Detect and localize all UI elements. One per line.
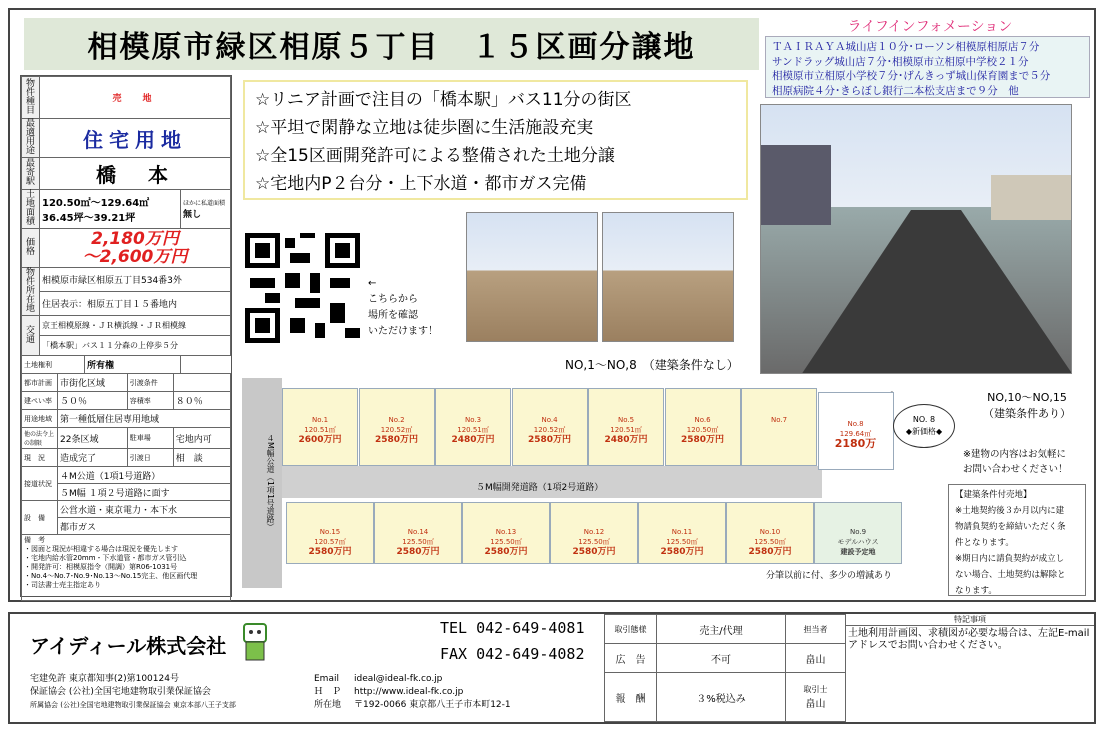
qr-note — [368, 276, 438, 340]
station-label: 最寄駅 — [22, 158, 40, 190]
feature-item: ☆平坦で閑静な立地は徒歩圏に生活施設充実 — [255, 118, 594, 138]
site-photo-1 — [466, 212, 598, 342]
lot-14[interactable] — [374, 502, 462, 564]
road-value: ４M公道（1項1号道路） — [58, 467, 231, 484]
fee-value: ３%税込み — [657, 673, 786, 722]
condition-heading: 【建築条件付売地】 — [955, 490, 1032, 500]
lot-price: 2580万円 — [374, 435, 419, 445]
price-min: 2,180万円 — [91, 229, 179, 249]
equip-value: 公営水道・東京電力・本下水 — [58, 501, 231, 518]
lot-price: 2580万円 — [748, 547, 792, 557]
notes-label: 備 考 — [24, 536, 45, 544]
ad-label: 広 告 — [605, 644, 657, 673]
traffic-lines: 京王相模原線・ＪＲ横浜線・ＪＲ相模線 — [40, 316, 231, 336]
note-line: ・図面と現況が相違する場合は現況を優先します — [24, 545, 178, 553]
lot-area: 120.57㎡ — [314, 538, 346, 546]
lot-price: 2580万円 — [396, 547, 440, 557]
road-value: ５M幅 １項２号道路に面す — [58, 484, 231, 501]
life-line: ＴＡＩＲＡＹＡ城山店１０分･ローソン相模原相原店７分 — [772, 41, 1040, 53]
row-value: 宅地内可 — [173, 428, 230, 449]
row-key: 建ぺい率 — [22, 392, 58, 410]
side-road-label: ４M幅公道（1項1号道路） — [266, 434, 275, 532]
row-value: 第一種低層住居専用地域 — [58, 410, 231, 428]
lot-price: 2580万円 — [527, 435, 572, 445]
lot-area: 120.51㎡ — [304, 426, 336, 434]
area-sqm: 120.50㎡～129.64㎡ — [42, 198, 150, 209]
license: 宅建免許 東京都知事(2)第100124号 — [30, 674, 179, 684]
life-info-heading: ライフインフォメーション — [847, 19, 1013, 35]
feature-item: ☆全15区画開発許可による整備された土地分譲 — [255, 146, 615, 166]
lot-area: 125.50㎡ — [754, 538, 786, 546]
lot-15[interactable] — [286, 502, 374, 564]
lot-area: 125.50㎡ — [578, 538, 610, 546]
station-value: 橋 本 — [40, 158, 231, 190]
note-line: ・No.4～No.7･No.9･No.13～No.15完主、他区画代理 — [24, 572, 198, 580]
lot-area: モデルハウス — [837, 538, 879, 546]
row-value: 相 談 — [173, 449, 230, 467]
addr-lot: 相模原市緑区相原五丁目534番3外 — [40, 268, 231, 292]
plan-note: 分筆以前に付、多少の増減あり — [766, 571, 893, 581]
contact-values — [354, 673, 511, 712]
feature-list — [243, 80, 748, 200]
qr-note-line: こちらから — [368, 294, 418, 305]
lot-area: 125.50㎡ — [402, 538, 434, 546]
no8-label: NO. 8 — [912, 415, 936, 424]
lot-no: No.4 — [541, 416, 558, 424]
life-line: サンドラッグ城山店７分･相模原市立相原中学校２１分 — [772, 55, 1029, 68]
row-key: 土地権利 — [22, 356, 85, 374]
lot-no: No.14 — [407, 528, 429, 536]
condition-line: ない場合、土地契約は解除と — [955, 570, 1066, 580]
lot-price: 2580万円 — [572, 547, 616, 557]
area-label: 土地面積 — [22, 190, 40, 229]
lot-price: 2580万円 — [484, 547, 528, 557]
lot-price: 2180万 — [834, 437, 877, 450]
condition-line: ※土地契約後３か月以内に建 — [955, 506, 1065, 516]
lot-no: No.11 — [671, 528, 693, 536]
site-plan — [236, 374, 896, 596]
email-link[interactable]: ideal@ideal-fk.co.jp — [354, 674, 443, 684]
lot-4[interactable] — [512, 388, 588, 466]
hp-link[interactable]: http://www.ideal-fk.co.jp — [354, 687, 464, 697]
lot-no: No.8 — [847, 420, 864, 428]
type-value: 売 地 — [40, 77, 231, 119]
agent-value: 畠山 — [805, 699, 826, 711]
right-note: ※建物の内容はお気軽に — [963, 449, 1066, 460]
note-line: ・宅地内給水管20mm・下水道管・都市ガス管引込 — [24, 554, 187, 562]
ad-value: 不可 — [657, 644, 786, 673]
note-line: ・開発許可：相模原指令（開調）第R06-1031号 — [24, 563, 178, 571]
row-value: 市街化区域 — [58, 374, 128, 392]
lot-area: 120.50㎡ — [686, 426, 719, 434]
no8-callout — [893, 404, 955, 448]
equip-label: 設 備 — [22, 501, 58, 535]
deal-table — [604, 614, 846, 722]
lot-3[interactable] — [435, 388, 511, 466]
right-h: NO,10～NO,15 — [987, 391, 1067, 404]
lot-7[interactable] — [741, 388, 817, 466]
row-key: 用途地域 — [22, 410, 58, 428]
lot-area: 129.64㎡ — [839, 430, 872, 438]
hp-label: Ｈ Ｐ — [314, 687, 342, 697]
lot-area: 125.50㎡ — [490, 538, 522, 546]
row-value: ８０％ — [173, 392, 230, 410]
staff-value: 畠山 — [786, 644, 846, 673]
condition-box — [948, 484, 1086, 596]
spec-table: 物件種目 売 地 最適用途 住宅用地 最寄駅 橋 本 土地面積 120.50㎡～129.64㎡ 36.45坪～39.21坪 ほかに私道面積 無し 価 格 2,180万円 ～2,600万円 物件所在地 相模原市緑区相原五丁目534番3外 住居表示：相原五丁目１５番地内 交通 京王相模原線・ＪＲ横浜線・ＪＲ相模線 「橋本駅」バス１１分森の上停歩５分 土地権利 所有権 都市計画 市街化区域 引渡条件 建ぺい率 ５０％ 容積率 ８０％ 用途地域 第一種低層住居専用地域 他の法令上の制限 22条区域 駐車場 宅地内可 現 況 造成完了 引渡日 相 談 接道状況 ４M公道（1項1号道路） ５M幅 １項２号道路に面す 設 備 公営水道・東京電力・本下水 都市ガス 備 考 ・図面と現況が相違する場合は現況を優先します ・宅地内給水管20mm・下水道管・都市ガス管引込 ・開発許可：相模原指令（開調）第R06-1031号 ・No.4～No.7･No.9･No.13～No.15完主、他区画代理 ・司法書士売主指定あり — [20, 75, 232, 597]
company-name: アイディール株式会社 — [30, 634, 227, 658]
right-header — [962, 390, 1092, 422]
row-key: 現 況 — [22, 449, 58, 467]
lot-6[interactable] — [665, 388, 741, 466]
row-key: 容積率 — [127, 392, 173, 410]
qr-code-icon — [245, 232, 360, 344]
feature-item: ☆リニア計画で注目の「橋本駅」バス11分の街区 — [255, 90, 632, 110]
lot-11[interactable] — [638, 502, 726, 564]
no8-new-price: ◆新価格◆ — [905, 427, 943, 436]
lot-12[interactable] — [550, 502, 638, 564]
lot-area: 120.51㎡ — [457, 426, 489, 434]
row-value: ５０％ — [58, 392, 128, 410]
traffic-label: 交通 — [22, 316, 40, 356]
lot-no: No.5 — [617, 416, 635, 424]
row-key: 引渡条件 — [127, 374, 173, 392]
life-line: 相模原市立相原小学校７分･げんきっず城山保育園まで５分 — [772, 70, 1051, 82]
special-label: 特記事項 — [846, 614, 1094, 626]
lot-8[interactable] — [818, 392, 894, 470]
lot-no: No.1 — [311, 416, 329, 424]
loc-label: 所在地 — [314, 700, 342, 710]
qr-note-line: いただけます！ — [368, 326, 438, 337]
row-value: 所有権 — [84, 356, 180, 374]
lot-no: No.12 — [583, 528, 605, 536]
staff-label: 担当者 — [786, 615, 846, 644]
tel[interactable]: TEL 042-649-4081 — [440, 619, 585, 637]
qr-note-line: 場所を確認 — [368, 310, 418, 321]
special-text: 土地利用計画図、求積図が必要な場合は、左記E-mailアドレスでお問い合わせください。 — [848, 628, 1090, 651]
contact-labels — [314, 673, 341, 712]
row-key: 駐車場 — [127, 428, 173, 449]
deal-type-label: 取引態様 — [605, 615, 657, 644]
lot-price: 建設予定地 — [840, 548, 876, 556]
lot-price: 2600万円 — [298, 435, 342, 445]
row-value — [173, 374, 230, 392]
addr-label: 物件所在地 — [22, 268, 40, 316]
row-value: 22条区域 — [58, 428, 128, 449]
condition-line: 物請負契約を締結いただく条 — [955, 522, 1066, 532]
lot-no: No.13 — [495, 528, 517, 536]
lot-no: No.6 — [694, 416, 711, 424]
assoc: 保証協会 (公社)全国宅地建物取引業保証協会 — [30, 687, 211, 697]
condition-line: ※期日内に請負契約が成立し — [955, 554, 1065, 564]
right-note: お問い合わせください！ — [963, 464, 1068, 475]
page-title: 相模原市緑区相原５丁目 １５区画分譲地 — [24, 18, 759, 70]
lot-price: 2580万円 — [680, 435, 725, 445]
street-photo — [760, 104, 1072, 374]
lot-10[interactable] — [726, 502, 814, 564]
lot-no: No.7 — [770, 416, 788, 424]
row-value: 造成完了 — [58, 449, 128, 467]
main-road-label: ５M幅開発道路（1項2号道路） — [476, 483, 604, 493]
traffic-access: 「橋本駅」バス１１分森の上停歩５分 — [40, 336, 231, 356]
equip-value: 都市ガス — [58, 518, 231, 535]
member: 所属協会 (公社)全国宅地建物取引業保証協会 東京本部八王子支部 — [30, 701, 236, 709]
lot-1[interactable] — [282, 388, 358, 466]
type-label: 物件種目 — [22, 77, 40, 119]
lot-area: 120.52㎡ — [533, 426, 566, 434]
life-line: 相原病院４分･きらぼし銀行二本松支店まで９分 他 — [772, 84, 1019, 97]
lot-no: No.9 — [849, 528, 867, 536]
lot-13[interactable] — [462, 502, 550, 564]
qr-arrow: ← — [368, 278, 377, 289]
row-key: 都市計画 — [22, 374, 58, 392]
lot-price: 2480万円 — [451, 435, 495, 445]
lot-area: 120.51㎡ — [610, 426, 642, 434]
qr-code[interactable] — [245, 232, 360, 344]
lot-price: 2580万円 — [308, 547, 352, 557]
plan-top-caption: NO,1～NO,8 （建築条件なし） — [565, 358, 739, 372]
lot-5[interactable] — [588, 388, 664, 466]
price-max: ～2,600万円 — [82, 247, 188, 267]
area-tsubo: 36.45坪～39.21坪 — [42, 213, 136, 224]
mascot-icon — [238, 620, 274, 666]
street-photo-drawing — [761, 105, 1072, 374]
license-info — [30, 673, 236, 712]
lot-area: 125.50㎡ — [666, 538, 698, 546]
life-info-box — [765, 36, 1090, 98]
site-photo-2 — [602, 212, 734, 342]
lot-no: No.3 — [464, 416, 482, 424]
condition-line: 件となります。 — [955, 538, 1014, 548]
lot-price: 2480万円 — [604, 435, 648, 445]
email-label: Email — [314, 674, 339, 684]
address: 〒192-0066 東京都八王子市本町12-1 — [354, 700, 511, 710]
agent-label: 取引士 — [803, 685, 828, 695]
lot-2[interactable] — [359, 388, 435, 466]
right-notes — [963, 447, 1068, 477]
right-sub: （建築条件あり） — [983, 407, 1071, 420]
fax: FAX 042-649-4082 — [440, 645, 585, 663]
lot-area: 120.52㎡ — [380, 426, 413, 434]
lot-no: No.15 — [319, 528, 341, 536]
road-label: 接道状況 — [22, 467, 58, 501]
fee-label: 報 酬 — [605, 673, 657, 722]
lot-9[interactable] — [814, 502, 902, 564]
row-key: 他の法令上の制限 — [22, 428, 58, 449]
deal-type-value: 売主/代理 — [657, 615, 786, 644]
use-value: 住宅用地 — [40, 119, 231, 158]
addr-display: 住居表示：相原五丁目１５番地内 — [40, 292, 231, 316]
feature-item: ☆宅地内P２台分・上下水道・都市ガス完備 — [255, 174, 587, 194]
use-label: 最適用途 — [22, 119, 40, 158]
condition-line: なります。 — [955, 586, 997, 596]
private-road-label: ほかに私道面積 — [183, 200, 226, 207]
private-road-value: 無し — [183, 210, 202, 220]
lot-price: 2580万円 — [660, 547, 704, 557]
note-line: ・司法書士売主指定あり — [24, 581, 101, 589]
lot-no: No.2 — [388, 416, 405, 424]
lot-no: No.10 — [759, 528, 781, 536]
row-key: 引渡日 — [127, 449, 173, 467]
